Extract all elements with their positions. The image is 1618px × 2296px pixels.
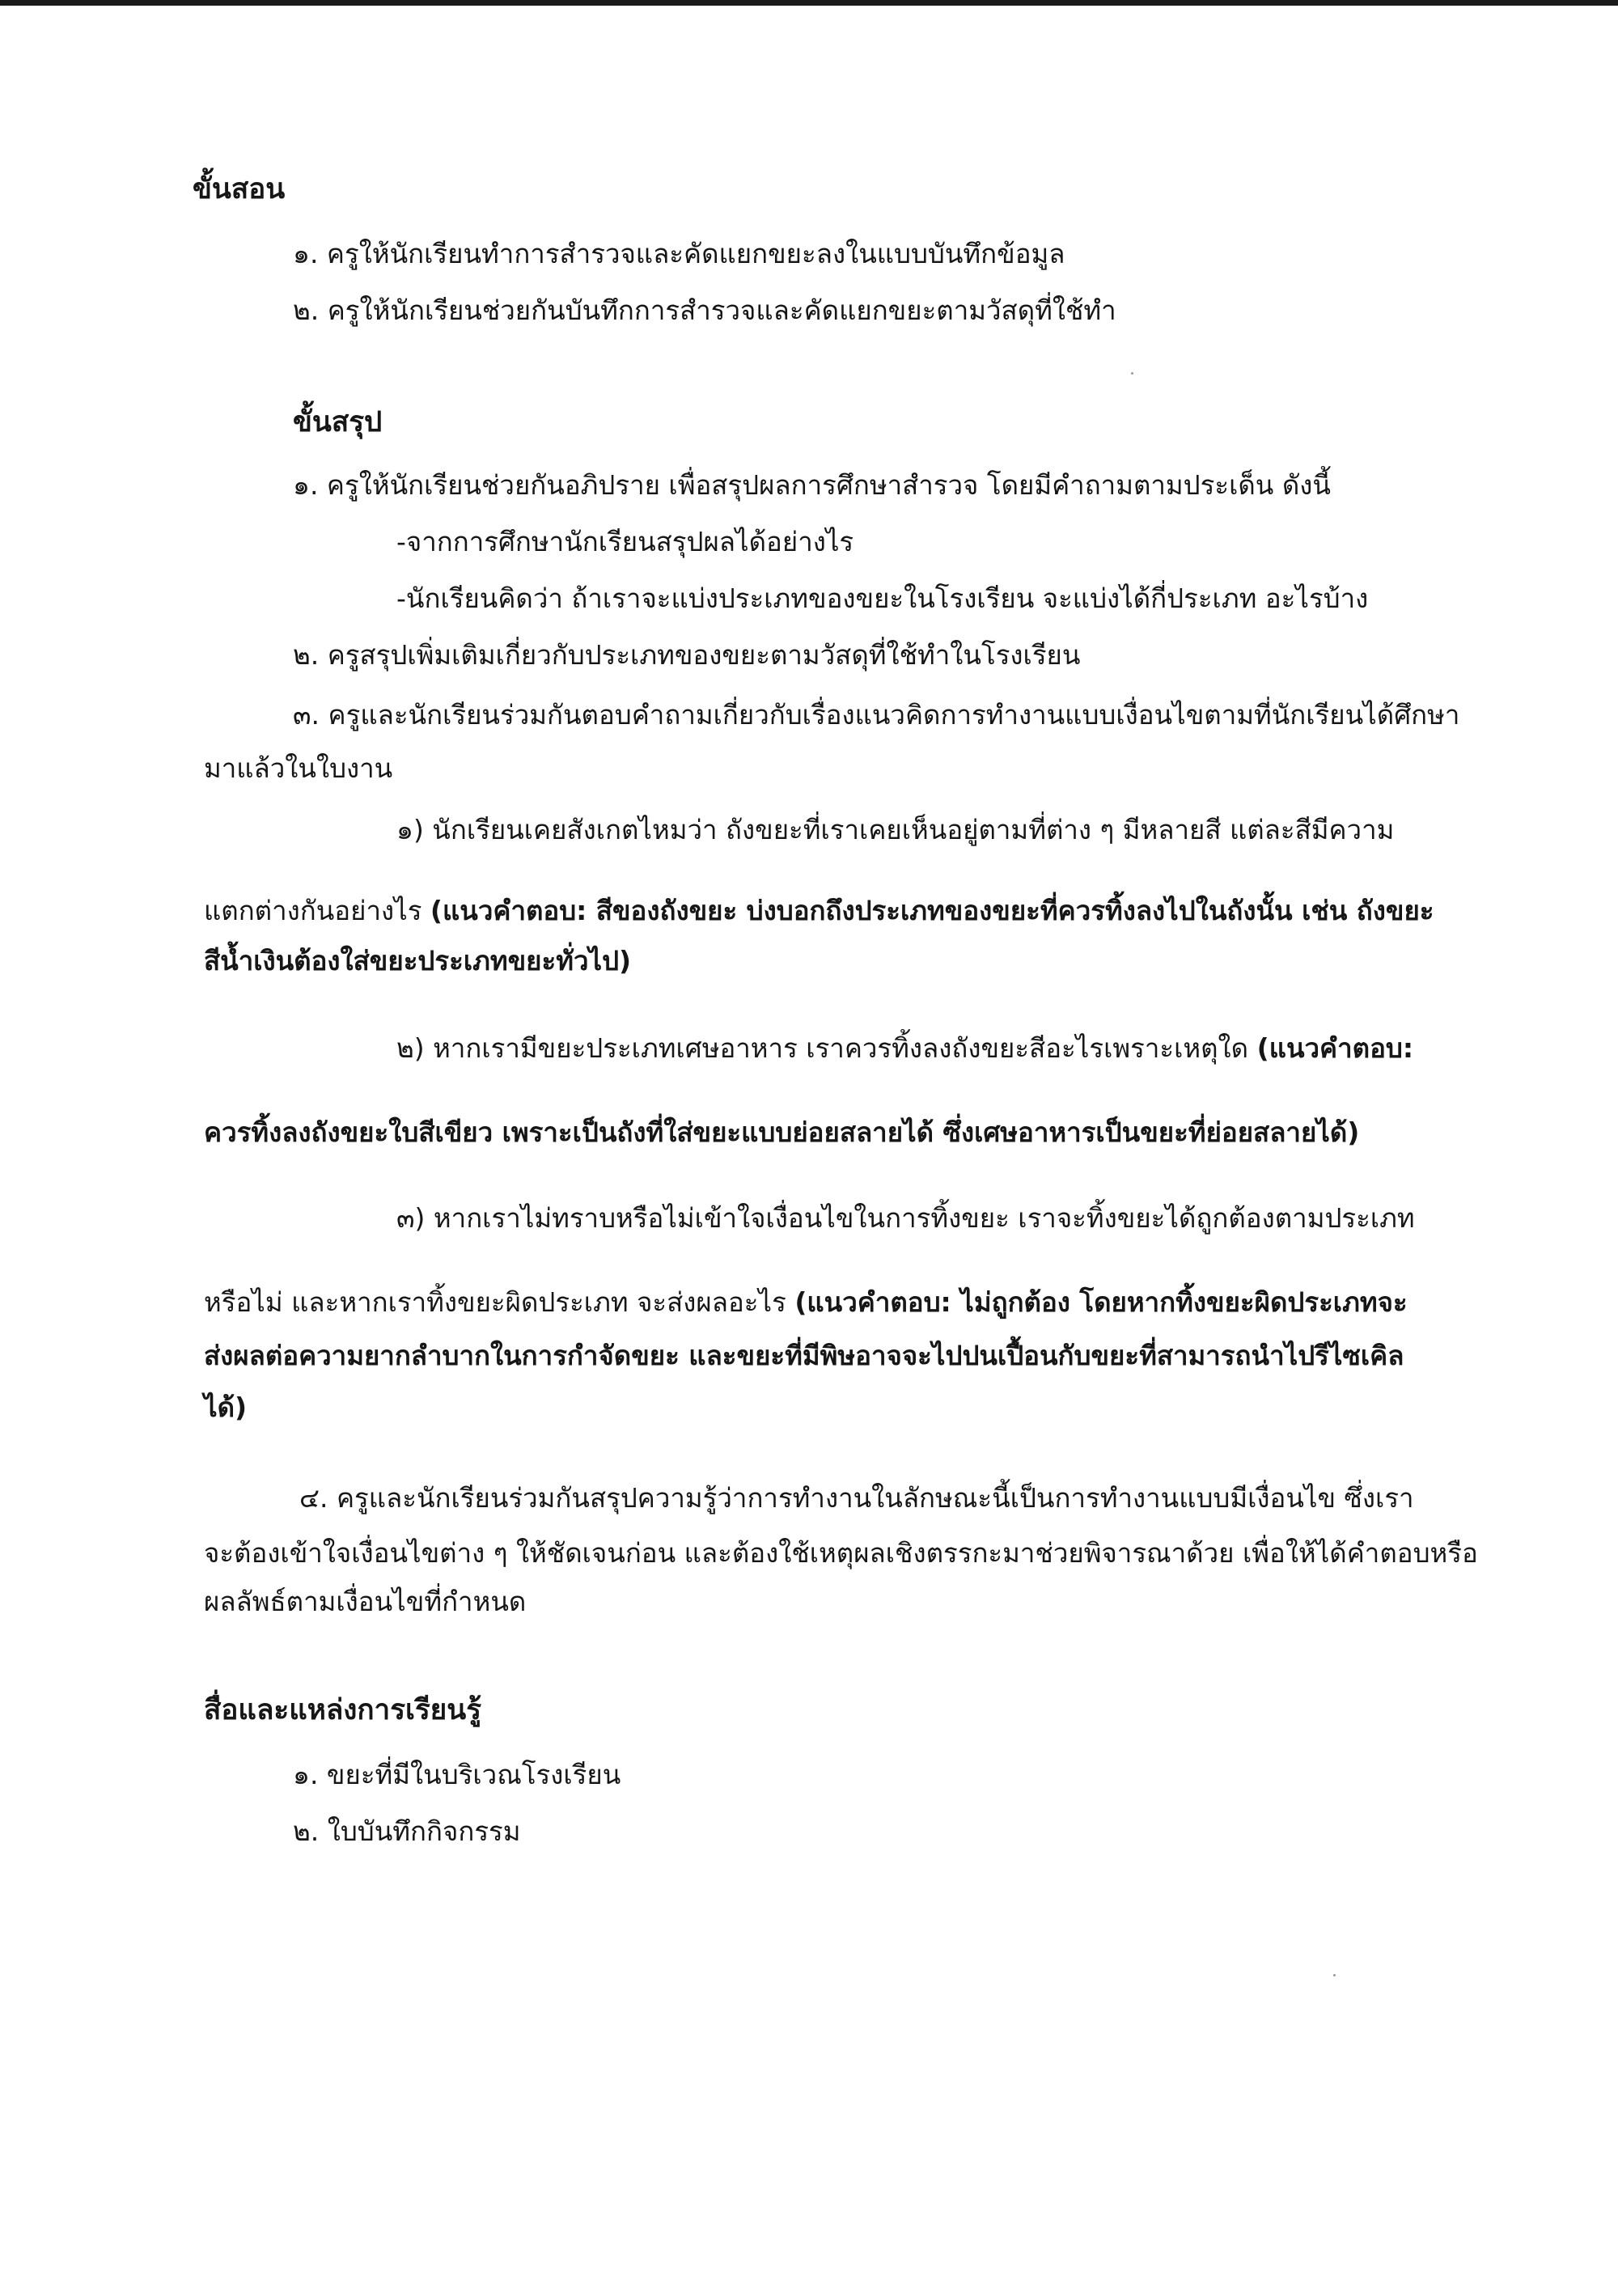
scan-speck: [1333, 1974, 1336, 1976]
conclusion-item-4-line-3: ผลลัพธ์ตามเงื่อนไขที่กำหนด: [204, 1586, 527, 1617]
media-heading: สื่อและแหล่งการเรียนรู้: [204, 1694, 481, 1726]
conclusion-item-1-sub-2: -นักเรียนคิดว่า ถ้าเราจะแบ่งประเภทของขยะในโรงเรียน จะแบ่งได้กี่ประเภท อะไรบ้าง: [396, 582, 1369, 614]
conclusion-item-3-line-1: ๓. ครูและนักเรียนร่วมกันตอบคำถามเกี่ยวกับเรื่องแนวคิดการทำงานแบบเงื่อนไขตามที่นักเรียนได้ศึกษา: [293, 699, 1460, 731]
question-1-answer-end: สีน้ำเงินต้องใส่ขยะประเภทขยะทั่วไป): [204, 945, 632, 976]
conclusion-item-1-sub-1: -จากการศึกษานักเรียนสรุปผลได้อย่างไร: [396, 526, 854, 557]
media-item-1: ๑. ขยะที่มีในบริเวณโรงเรียน: [293, 1759, 621, 1790]
question-3-line-2: [204, 1285, 1408, 1320]
question-1-text: แตกต่างกันอย่างไร: [204, 895, 422, 926]
scan-speck: [1131, 372, 1133, 375]
question-3-line-1: ๓) หากเราไม่ทราบหรือไม่เข้าใจเงื่อนไขในการทิ้งขยะ เราจะทิ้งขยะได้ถูกต้องตามประเภท: [396, 1202, 1415, 1234]
question-3-text: หรือไม่ และหากเราทิ้งขยะผิดประเภท จะส่งผลอะไร: [204, 1286, 786, 1318]
question-2-line-2: [204, 1115, 1359, 1150]
question-3-answer-middle: ส่งผลต่อความยากลำบากในการกำจัดขยะ และขยะที่มีพิษอาจจะไปปนเปื้อนกับขยะที่สามารถนำไปรีไซเคิล: [204, 1340, 1404, 1371]
conclusion-item-3-line-2: มาแล้วในใบงาน: [204, 752, 393, 784]
conclusion-heading: ขั้นสรุป: [293, 406, 383, 438]
conclusion-item-4-line-2: จะต้องเข้าใจเงื่อนไขต่าง ๆ ให้ชัดเจนก่อน และต้องใช้เหตุผลเชิงตรรกะมาช่วยพิจารณาด้วย เพื่อให้ได้คำตอบหรือ: [204, 1537, 1478, 1569]
question-2-line-1: [396, 1031, 1413, 1066]
question-2-text: ๒) หากเรามีขยะประเภทเศษอาหาร เราควรทิ้งลงถังขยะสีอะไรเพราะเหตุใด: [396, 1032, 1249, 1064]
question-1-line-3: [204, 943, 631, 979]
conclusion-item-2: ๒. ครูสรุปเพิ่มเติมเกี่ยวกับประเภทของขยะตามวัสดุที่ใช้ทำในโรงเรียน: [293, 639, 1081, 671]
scan-top-border: [0, 0, 1618, 6]
media-item-2: ๒. ใบบันทึกกิจกรรม: [293, 1815, 521, 1847]
question-3-line-3: [204, 1338, 1404, 1374]
question-1-line-1: ๑) นักเรียนเคยสังเกตไหมว่า ถังขยะที่เราเคยเห็นอยู่ตามที่ต่าง ๆ มีหลายสี แต่ละสีมีความ: [396, 814, 1395, 845]
conclusion-item-1: ๑. ครูให้นักเรียนช่วยกันอภิปราย เพื่อสรุปผลการศึกษาสำรวจ โดยมีคำถามตามประเด็น ดังนี้: [293, 469, 1331, 501]
question-3-answer-end: ได้): [204, 1392, 248, 1423]
question-1-line-2: [204, 893, 1434, 929]
question-3-answer-start: (แนวคำตอบ: ไม่ถูกต้อง โดยหากทิ้งขยะผิดประเภทจะ: [794, 1286, 1408, 1318]
steps-item-1: ๑. ครูให้นักเรียนทำการสำรวจและคัดแยกขยะลงในแบบบันทึกข้อมูล: [293, 238, 1065, 269]
question-3-line-4: [204, 1390, 247, 1425]
question-1-answer-start: (แนวคำตอบ: สีของถังขยะ บ่งบอกถึงประเภทของขยะที่ควรทิ้งลงไปในถังนั้น เช่น ถังขยะ: [430, 895, 1434, 926]
steps-heading: ขั้นสอน: [193, 173, 286, 205]
steps-item-2: ๒. ครูให้นักเรียนช่วยกันบันทึกการสำรวจและคัดแยกขยะตามวัสดุที่ใช้ทำ: [293, 294, 1116, 326]
question-2-answer-end: ควรทิ้งลงถังขยะใบสีเขียว เพราะเป็นถังที่ใส่ขยะแบบย่อยสลายได้ ซึ่งเศษอาหารเป็นขยะที่ย่อยสลายได้): [204, 1116, 1360, 1148]
conclusion-item-4-line-1: ๔. ครูและนักเรียนร่วมกันสรุปความรู้ว่าการทำงานในลักษณะนี้เป็นการทำงานแบบมีเงื่อนไข ซึ่งเรา: [299, 1482, 1414, 1514]
question-2-answer-start: (แนวคำตอบ:: [1256, 1032, 1414, 1064]
